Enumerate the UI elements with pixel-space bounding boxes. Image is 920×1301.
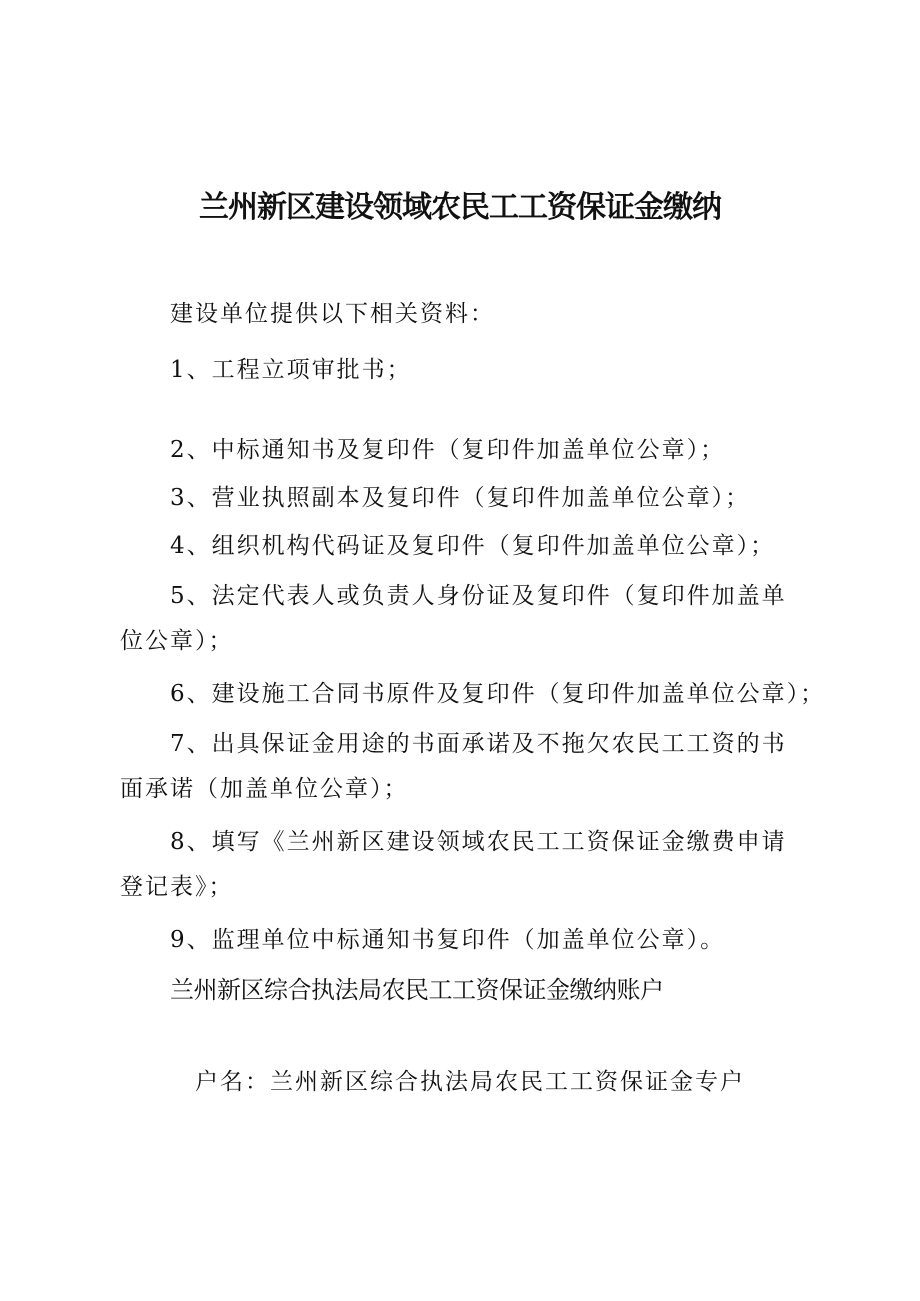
- list-item-7: 7、出具保证金用途的书面承诺及不拖欠农民工工资的书面承诺（加盖单位公章）；: [120, 731, 787, 802]
- intro-text: 建设单位提供以下相关资料：: [170, 301, 495, 327]
- list-item-1: 1、工程立项审批书；: [170, 357, 412, 383]
- list-item-3: 3、营业执照副本及复印件（复印件加盖单位公章）；: [170, 485, 751, 511]
- list-item-6: 6、建设施工合同书原件及复印件（复印件加盖单位公章）；: [170, 681, 826, 707]
- list-item-9: 9、监理单位中标通知书复印件（加盖单位公章）。: [170, 927, 726, 953]
- list-item-8: 8、填写《兰州新区建设领域农民工工资保证金缴费申请登记表》；: [120, 829, 787, 900]
- account-name: 户名：兰州新区综合执法局农民工工资保证金专户: [195, 1069, 745, 1095]
- document-title: 兰州新区建设领域农民工工资保证金缴纳: [199, 190, 721, 225]
- list-item-5: 5、法定代表人或负责人身份证及复印件（复印件加盖单位公章）；: [120, 583, 787, 654]
- account-heading: 兰州新区综合执法局农民工工资保证金缴纳账户: [170, 976, 664, 1004]
- list-item-4: 4、组织机构代码证及复印件（复印件加盖单位公章）；: [170, 533, 776, 559]
- list-item-2: 2、中标通知书及复印件（复印件加盖单位公章）；: [170, 437, 726, 463]
